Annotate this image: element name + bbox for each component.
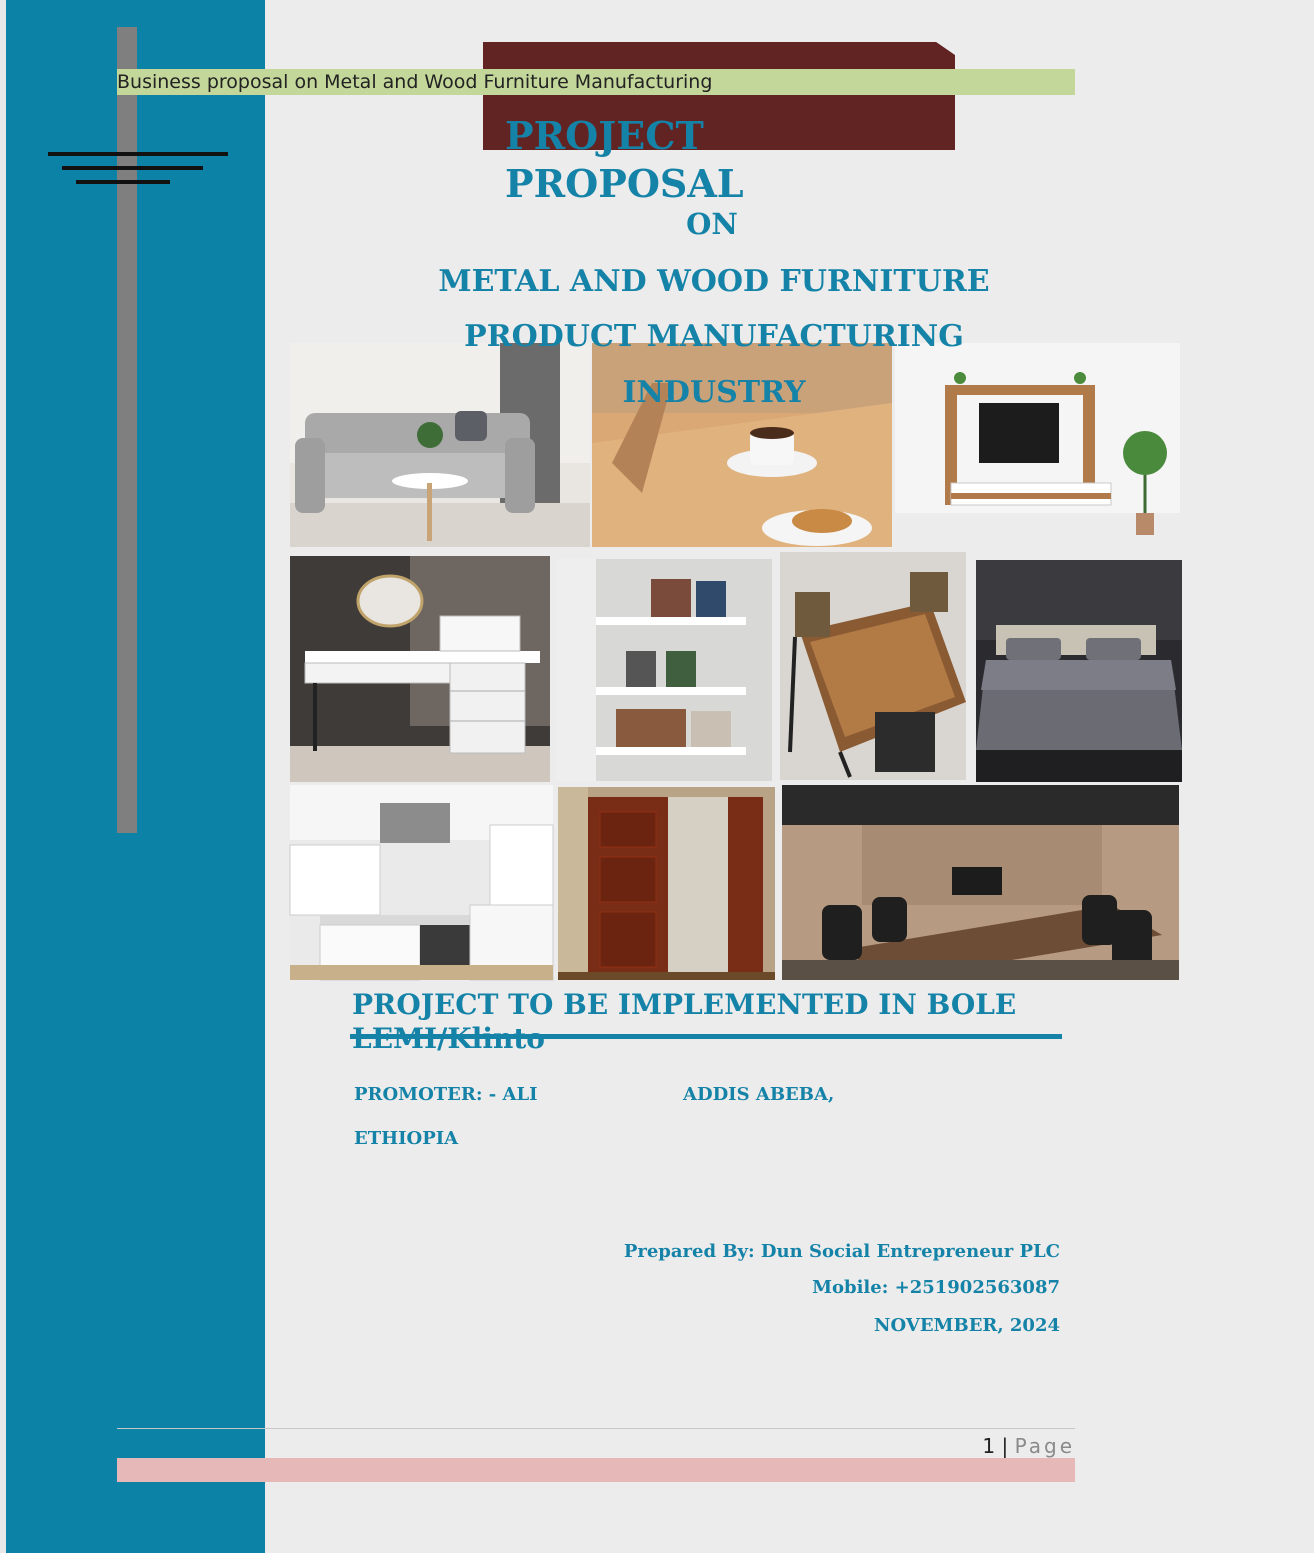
promoter-text: PROMOTER: - ALI (354, 1084, 538, 1105)
implementation-location: PROJECT TO BE IMPLEMENTED IN BOLE (352, 988, 1017, 1021)
tv-wall-unit-photo (895, 343, 1180, 549)
city-text: ADDIS ABEBA, (683, 1084, 835, 1105)
page-number-value: 1 (982, 1434, 996, 1458)
coffee-table-photo (592, 343, 892, 547)
running-header: Business proposal on Metal and Wood Furniture Manufacturing (117, 71, 713, 93)
footer-rule (117, 1428, 1075, 1429)
footer-band (117, 1458, 1075, 1482)
title-line-2: PROPOSAL (505, 161, 744, 206)
sofa-photo (290, 343, 590, 547)
vertical-gray-bar (117, 27, 137, 833)
sidebar-edge (0, 0, 6, 1553)
blue-rule (350, 1034, 1062, 1039)
wooden-door-photo (558, 787, 775, 980)
title-line-1: PROJECT (505, 113, 704, 158)
bed-photo (976, 560, 1182, 782)
title-clip (505, 112, 955, 206)
heading-on: ON (686, 207, 738, 241)
heading-industry: INDUSTRY (622, 375, 806, 410)
page-separator: | (1001, 1434, 1009, 1458)
dining-table-photo (780, 552, 966, 780)
heading-product-manufacturing: PRODUCT MANUFACTURING (464, 319, 964, 354)
page-word: Page (1014, 1434, 1075, 1458)
vanity-desk-photo (290, 556, 550, 782)
decor-line-3 (76, 180, 170, 184)
decor-line-1 (48, 152, 228, 156)
kitchen-cabinet-photo (290, 785, 553, 980)
page-number (982, 1434, 1075, 1458)
mobile-number: Mobile: +251902563087 (812, 1277, 1060, 1298)
prepared-by: Prepared By: Dun Social Entrepreneur PLC (623, 1241, 1060, 1262)
country-text: ETHIOPIA (354, 1128, 459, 1149)
decor-line-2 (62, 166, 203, 170)
heading-metal-wood: METAL AND WOOD FURNITURE (438, 264, 990, 299)
date-text: NOVEMBER, 2024 (874, 1315, 1060, 1336)
corner-bookshelf-photo (556, 559, 772, 781)
conference-room-photo (782, 785, 1179, 980)
